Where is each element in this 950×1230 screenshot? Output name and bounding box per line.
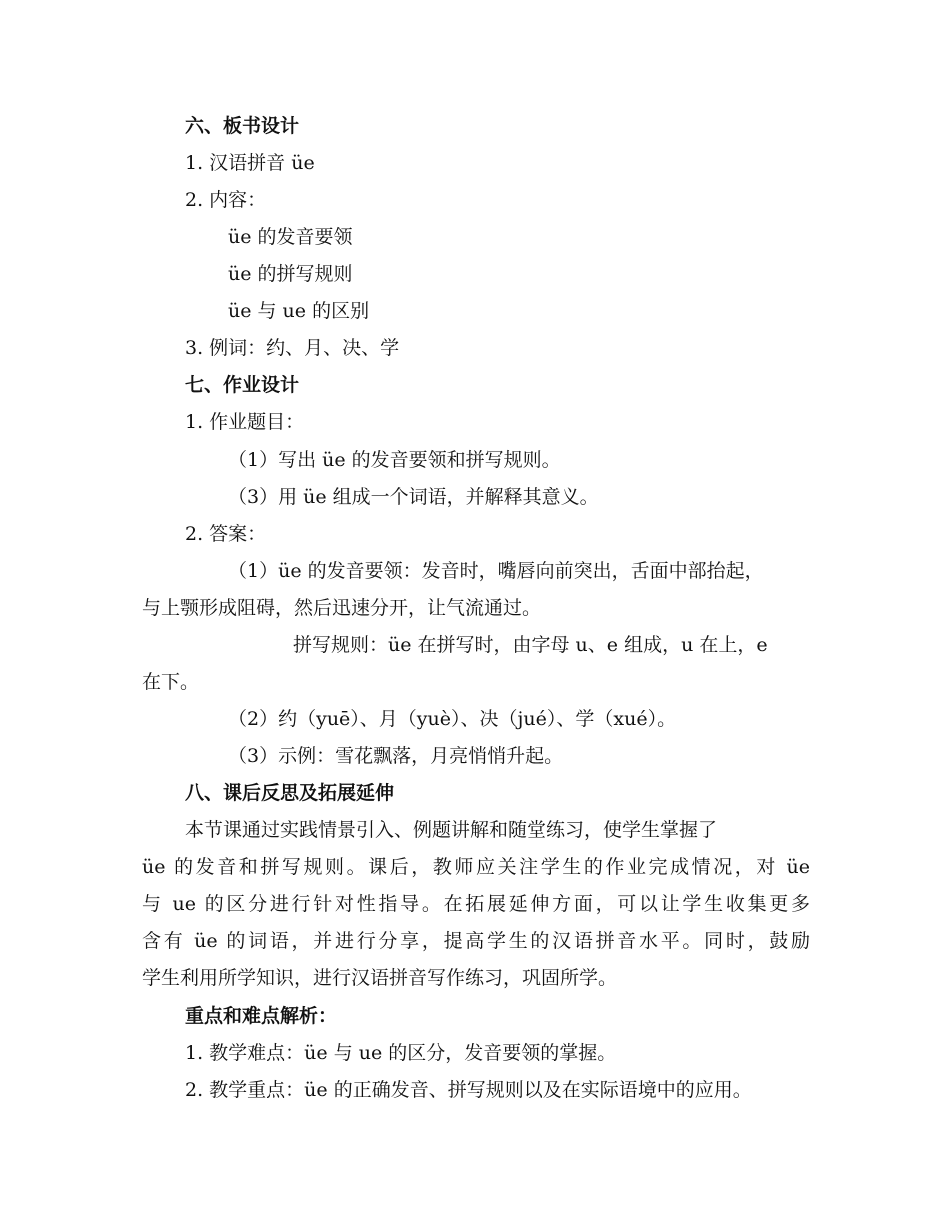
section6-item-1: 1. 汉语拼音 üe — [185, 152, 315, 174]
section8-paragraph-line-2: üe 的发音和拼写规则。课后，教师应关注学生的作业完成情况，对 üe — [142, 856, 810, 878]
section6-sub-item-3: üe 与 ue 的区别 — [228, 300, 370, 322]
section6-sub-item-1: üe 的发音要领 — [228, 226, 353, 248]
section7-answer-1-line-2: 与上颚形成阻碍，然后迅速分开，让气流通过。 — [142, 597, 542, 619]
section7-answer-1-line-3: 拼写规则：üe 在拼写时，由字母 u、e 组成，u 在上，e — [293, 634, 768, 656]
section8-paragraph-line-4: 含有 üe 的词语，并进行分享，提高学生的汉语拼音水平。同时，鼓励 — [142, 930, 810, 952]
section8-paragraph-line-1: 本节课通过实践情景引入、例题讲解和随堂练习，使学生掌握了 — [185, 819, 718, 841]
section7-answer-3: （3）示例：雪花飘落，月亮悄悄升起。 — [228, 745, 564, 767]
section8-paragraph-line-5: 学生利用所学知识，进行汉语拼音写作练习，巩固所学。 — [142, 967, 618, 989]
section8-heading: 八、课后反思及拓展延伸 — [185, 782, 395, 804]
section7-answer-2: （2）约（yuē）、月（yuè）、决（jué）、学（xué）。 — [228, 708, 677, 730]
section7-answer-1-line-1: （1）üe 的发音要领：发音时，嘴唇向前突出，舌面中部抬起， — [228, 560, 764, 582]
analysis-item-1: 1. 教学难点：üe 与 ue 的区分，发音要领的掌握。 — [185, 1042, 617, 1064]
section7-answer-1-line-4: 在下。 — [142, 671, 200, 693]
section6-sub-item-2: üe 的拼写规则 — [228, 263, 353, 285]
section6-item-2: 2. 内容： — [185, 189, 267, 211]
section7-item-1: 1. 作业题目： — [185, 411, 305, 433]
analysis-item-2: 2. 教学重点：üe 的正确发音、拼写规则以及在实际语境中的应用。 — [185, 1079, 752, 1101]
section7-heading: 七、作业设计 — [185, 374, 300, 396]
section7-item-2: 2. 答案： — [185, 523, 267, 545]
section6-item-3: 3. 例词：约、月、决、学 — [185, 337, 400, 359]
section7-question-3: （3）用 üe 组成一个词语，并解释其意义。 — [228, 486, 599, 508]
section6-heading: 六、板书设计 — [185, 115, 300, 137]
section8-paragraph-line-3: 与 ue 的区分进行针对性指导。在拓展延伸方面，可以让学生收集更多 — [142, 893, 810, 915]
section7-question-1: （1）写出 üe 的发音要领和拼写规则。 — [228, 449, 561, 471]
analysis-heading: 重点和难点解析： — [185, 1005, 338, 1027]
